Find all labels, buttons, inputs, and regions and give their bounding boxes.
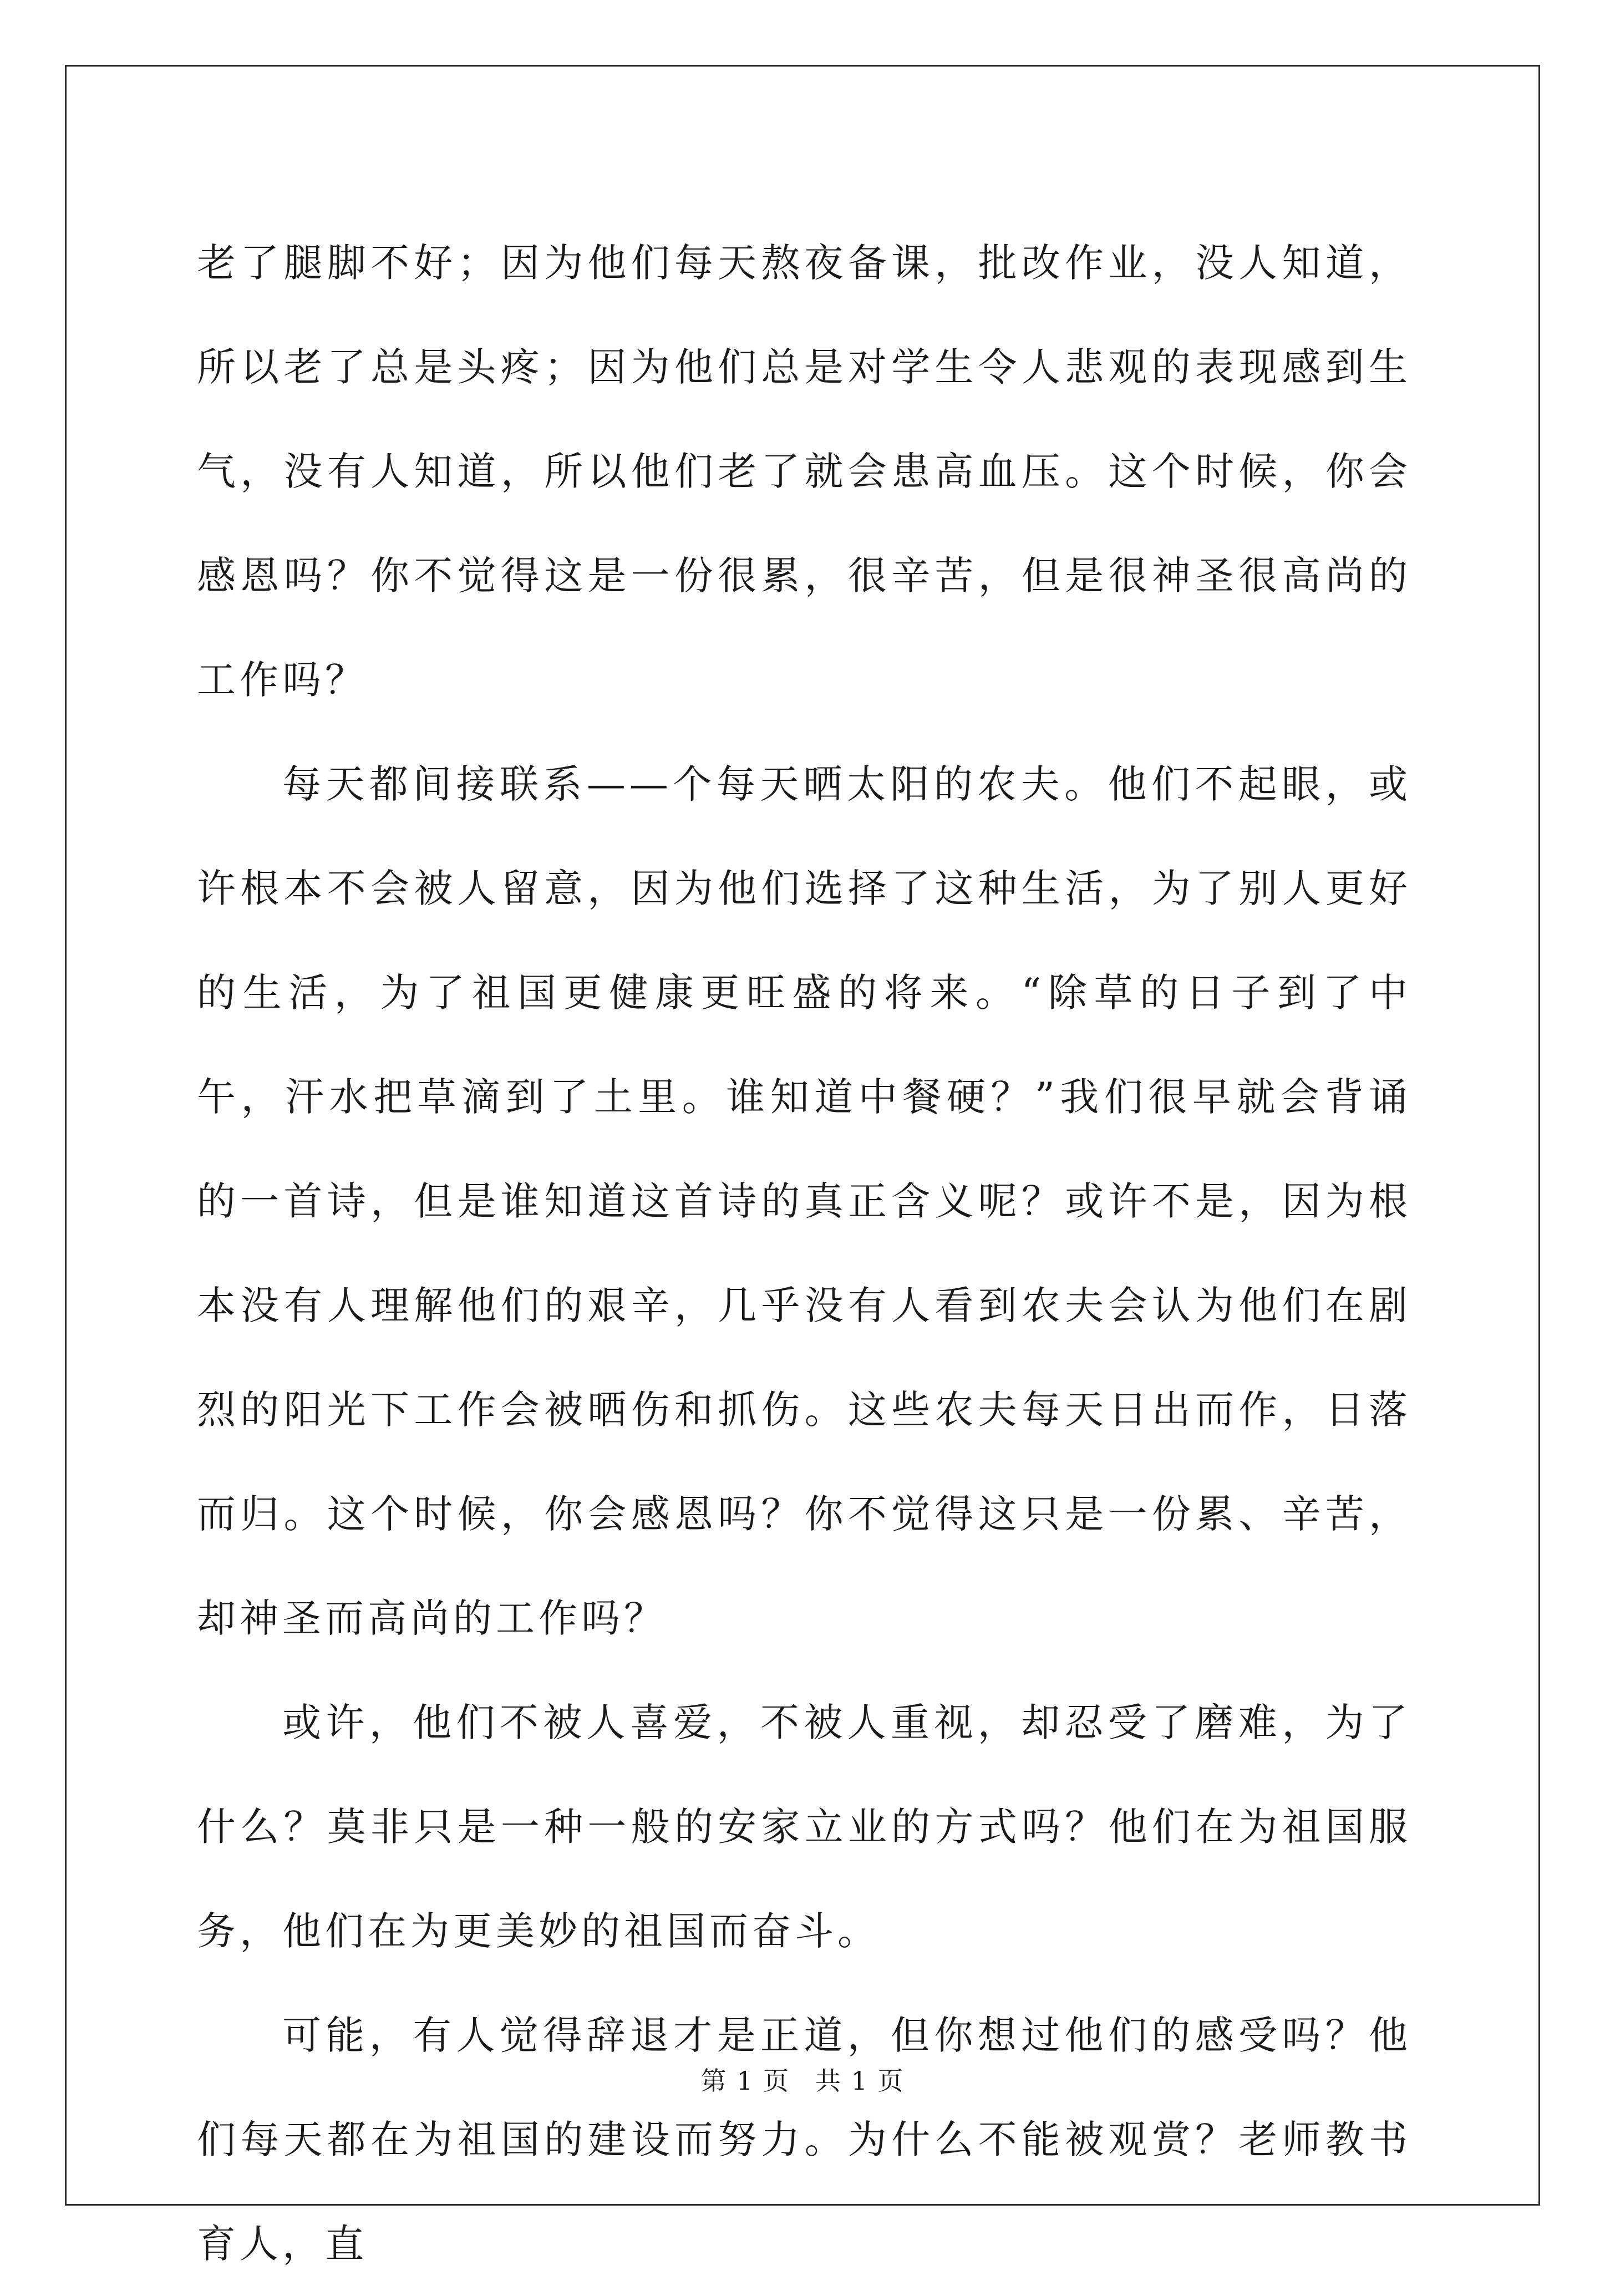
paragraph-3: 或许，他们不被人喜爱，不被人重视，却忍受了磨难，为了什么？莫非只是一种一般的安家立业的方式吗？他们在为祖国服务，他们在为更美妙的祖国而奋斗。 [197, 1700, 1411, 1954]
paragraph-4: 可能，有人觉得辞退才是正道，但你想过他们的感受吗？他们每天都在为祖国的建设而努力。为什么不能被观赏？老师教书育人，直 [197, 2013, 1411, 2267]
paragraph-2: 每天都间接联系——个每天晒太阳的农夫。他们不起眼，或许根本不会被人留意，因为他们选择了这种生活，为了别人更好的生活，为了祖国更健康更旺盛的将来。“除草的日子到了中午，汗水把草滴到了土里。谁知道中餐硬？”我们很早就会背诵的一首诗，但是谁知道这首诗的真正含义呢？或许不是，因为根本没有人理解他们的艰辛，几乎没有人看到农夫会认为他们在剧烈的阳光下工作会被晒伤和抓伤。这些农夫每天日出而作，日落而归。这个时候，你会感恩吗？你不觉得这只是一份累、辛苦，却神圣而高尚的工作吗？ [197, 761, 1411, 1641]
document-body [197, 211, 1411, 2296]
paragraph-1: 老了腿脚不好；因为他们每天熬夜备课，批改作业，没人知道，所以老了总是头疼；因为他们总是对学生令人悲观的表现感到生气，没有人知道，所以他们老了就会患高血压。这个时候，你会感恩吗？你不觉得这是一份很累，很辛苦，但是很神圣很高尚的工作吗？ [197, 240, 1411, 703]
page-total: 共 1 页 [815, 2066, 905, 2096]
page-footer [0, 2064, 1605, 2097]
page-number: 第 1 页 [700, 2066, 790, 2096]
